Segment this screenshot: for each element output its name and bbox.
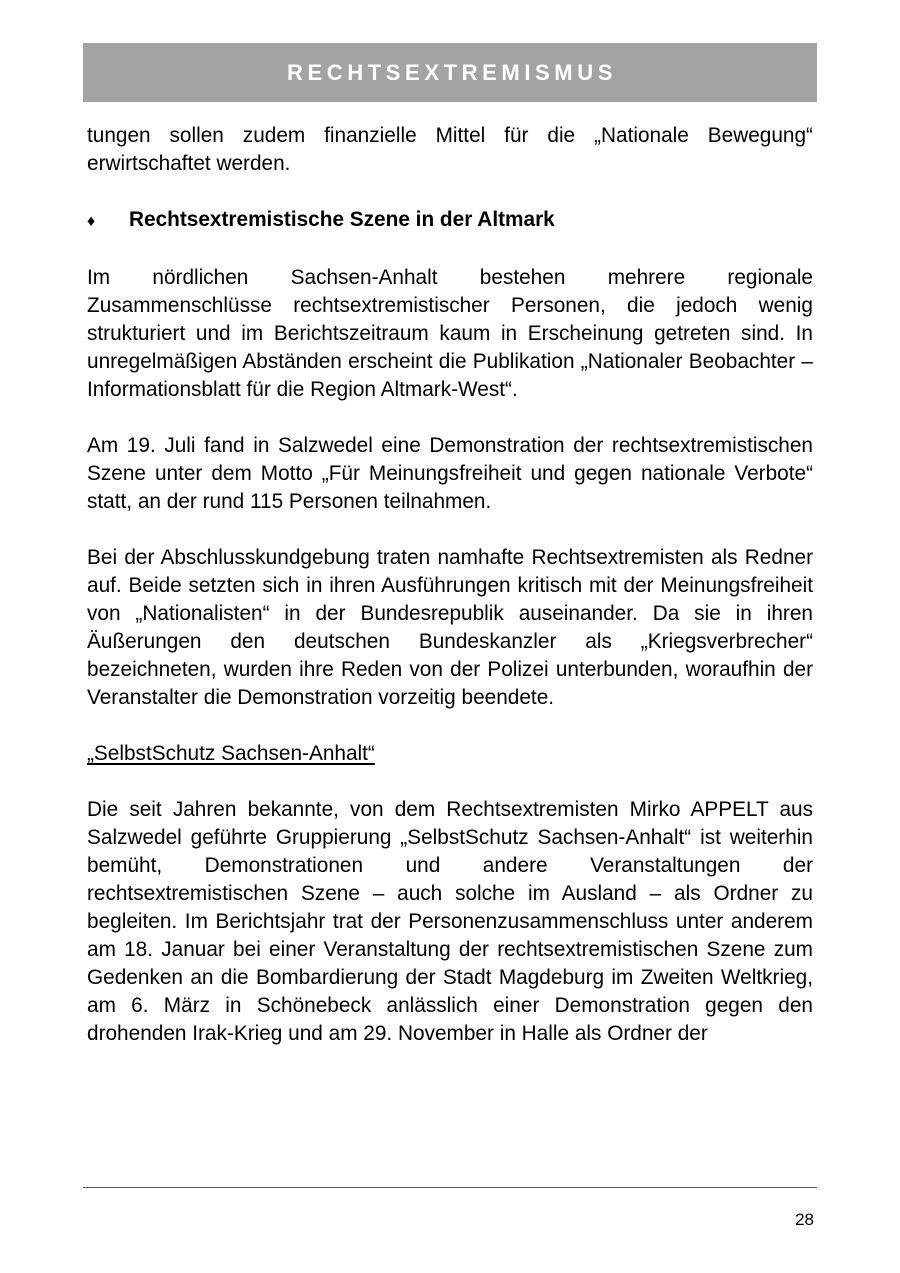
- section-heading: [87, 206, 813, 236]
- paragraph-gap: [87, 712, 813, 740]
- paragraph-gap: [87, 178, 813, 206]
- paragraph-salzwedel-demo: Am 19. Juli fand in Salzwedel eine Demonstration der rechtsextremistischen Szene unter dem Motto „Für Meinungsfreiheit und gegen nationale Verbote“ statt, an der rund 115 Personen teilnahmen.: [87, 434, 813, 513]
- paragraph-gap: [87, 236, 813, 264]
- paragraph-closing-rally: Bei der Abschlusskundgebung traten namhafte Rechtsextremisten als Redner auf. Beide setzten sich in ihren Ausführungen kritisch mit der Meinungsfreiheit von „Nationalisten“ in der Bundesrepublik auseinander. Da sie in ihren Äußerungen den deutschen Bundeskanzler als „Kriegsverbrecher“ bezeichneten, wurden ihre Reden von der Polizei unterbunden, woraufhin der Veranstalter die Demonstration vorzeitig beendete.: [87, 546, 813, 709]
- chapter-title: RECHTSEXTREMISMUS: [287, 59, 617, 85]
- continuation-paragraph: tungen sollen zudem finanzielle Mittel für die „Nationale Bewegung“ erwirtschaftet werden.: [87, 124, 813, 175]
- subheading-selbstschutz: „SelbstSchutz Sachsen-Anhalt“: [87, 742, 375, 765]
- paragraph-selbstschutz: Die seit Jahren bekannte, von dem Rechtsextremisten Mirko APPELT aus Salzwedel geführte Gruppierung „SelbstSchutz Sachsen-Anhalt“ ist weiterhin bemüht, Demonstrationen und andere Veranstaltungen der rechtsextremistischen Szene – auch solche im Ausland – als Ordner zu begleiten. Im Berichtsjahr trat der Personenzusammenschluss unter anderem am 18. Januar bei einer Veranstaltung der rechtsextremistischen Szene zum Gedenken an die Bombardierung der Stadt Magdeburg im Zweiten Weltkrieg, am 6. März in Schönebeck anlässlich einer Demonstration gegen den drohenden Irak-Krieg und am 29. November in Halle als Ordner der: [87, 798, 813, 1045]
- paragraph-gap: [87, 768, 813, 796]
- paragraph-gap: [87, 516, 813, 544]
- footer-divider: [83, 1187, 817, 1188]
- paragraph-gap: [87, 404, 813, 432]
- chapter-header: [83, 43, 817, 102]
- page-number: 28: [795, 1210, 814, 1229]
- diamond-bullet-icon: ♦: [87, 213, 96, 230]
- paragraph-altmark-groups: Im nördlichen Sachsen-Anhalt bestehen mehrere regionale Zusammenschlüsse rechtsextremistischer Personen, die jedoch wenig strukturiert und im Berichtszeitraum kaum in Erscheinung getreten sind. In unregelmäßigen Abständen erscheint die Publikation „Nationaler Beobachter – Informationsblatt für die Region Altmark-West“.: [87, 266, 813, 401]
- section-heading-text: Rechtsextremistische Szene in der Altmark: [129, 208, 555, 231]
- page-body: [87, 122, 813, 1048]
